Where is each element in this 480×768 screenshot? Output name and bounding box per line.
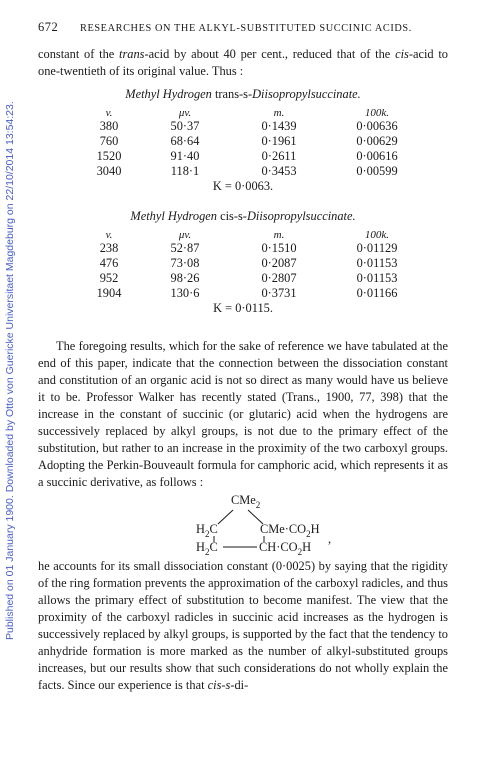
table-row <box>78 241 426 256</box>
page-header <box>38 20 448 35</box>
table-cell: 130·6 <box>170 286 200 300</box>
table2-cis-data <box>78 228 426 301</box>
table-cell: 0·01129 <box>356 241 398 255</box>
table1-trans-data <box>78 106 426 179</box>
formula-right-bottom: $CH\cdot CO_2H$ <box>259 540 312 557</box>
formula-top-group: CMe$_2$ <box>231 493 261 510</box>
download-watermark <box>2 0 20 768</box>
table-cell: 0·00636 <box>356 119 398 133</box>
table1-col-100k: 100k. <box>364 106 390 119</box>
table2-header-row <box>78 228 426 241</box>
camphoric-acid-formula <box>38 493 448 557</box>
table-cell: 1520 <box>96 149 122 163</box>
table-cell: 380 <box>99 119 119 133</box>
table2-k-value: K = 0·0115. <box>213 301 273 315</box>
table-cell: 0·00616 <box>356 149 398 163</box>
journal-page <box>38 20 448 694</box>
table-cell: 0·2087 <box>261 256 297 270</box>
table1-col-m: m. <box>273 106 285 119</box>
table-cell: 0·3731 <box>261 286 297 300</box>
table2-col-v: v. <box>105 228 113 241</box>
table-cell: 0·1439 <box>261 119 297 133</box>
table-cell: 68·64 <box>170 134 200 148</box>
table2-caption-part1: Methyl Hydrogen <box>130 209 221 223</box>
table-cell: 98·26 <box>170 271 200 285</box>
table-cell: 0·01153 <box>356 256 398 270</box>
table-cell: 0·3453 <box>261 164 297 178</box>
intro-paragraph <box>38 46 448 80</box>
body-paragraph-1: The foregoing results, which for the sake of reference we have tabulated at the end of this paper, indicate that the connection between the dissociation constant and constitution of an organic acid is not so direct as many would have us believe it to be. Professor Walker has recently stated (Trans., 1900, 77, 398) that the increase in the constant of succinic (or glutaric) acid when the hydrogens are successively replaced by alkyl groups, is not due to the primary effect of the substitution, but rather to an increase in the proximity of the two carboxyl groups. Adopting the Perkin-Bouveault formula for camphoric acid, which represents it as a succinic derivative, as follows : <box>38 339 448 489</box>
table-cell: 952 <box>99 271 119 285</box>
page-number: 672 <box>38 20 59 34</box>
table-cell: 0·1510 <box>261 241 297 255</box>
intro-text-3: -acid to one-twentieth of its original value. Thus : <box>38 47 449 78</box>
table-cell: 50·37 <box>170 119 200 133</box>
table-cell: 1904 <box>96 286 122 300</box>
table-cell: 0·01153 <box>356 271 398 285</box>
table2-col-100k: 100k. <box>364 228 390 241</box>
table-cell: 3040 <box>96 164 122 178</box>
formula-left-top: $H_2C$ <box>196 522 218 539</box>
table-cell: 73·08 <box>170 256 200 270</box>
intro-italic-trans: trans <box>119 47 145 61</box>
table2-col-m: m. <box>273 228 285 241</box>
table-row <box>78 286 426 301</box>
table1-caption <box>38 86 448 103</box>
table-cell: 0·2807 <box>261 271 297 285</box>
table1-col-mu: μv. <box>178 106 192 119</box>
table2-caption <box>38 208 448 225</box>
table1-caption-part1: Methyl Hydrogen <box>125 87 215 101</box>
table1-col-v: v. <box>105 106 113 119</box>
body-paragraph-2-italic: cis-s- <box>207 678 235 692</box>
table-row <box>78 119 426 134</box>
download-watermark-text: Published on 01 January 1900. Downloaded by Otto von Guericke Universitaet Magdeburg on 22/10/2014 13:54:23. <box>4 101 16 640</box>
intro-italic-cis: cis <box>395 47 409 61</box>
table1-k-value: K = 0·0063. <box>212 179 274 193</box>
table-cell: 476 <box>99 256 119 270</box>
table-row <box>78 134 426 149</box>
table-cell: 118·1 <box>170 164 200 178</box>
formula-left-bottom: $H_2C$ <box>196 540 218 557</box>
table-row <box>78 149 426 164</box>
body-paragraph-2 <box>38 558 448 694</box>
body-paragraph-2-text: he accounts for its small dissociation constant (0·0025) by saying that the rigidity of the ring formation prevents the approximation of the carboxyl radicles, and thus allows the primary effect of substitution to become manifest. The view that the proximity of the carboxyl radicles in succinic acid increases as the hydrogen is successively replaced by alkyl groups, is supported by the fact that the tendency to anhydride formation is more marked as the number of alkyl-substituted groups increases, but our results show that such considerations do not wholly explain the facts. Since our experience is that <box>38 559 448 692</box>
formula-trailing-comma: , <box>328 532 332 546</box>
table-cell: 238 <box>99 241 119 255</box>
table-cell: 52·87 <box>170 241 200 255</box>
table-cell: 0·00629 <box>356 134 398 148</box>
table-row <box>78 164 426 179</box>
table1-caption-part2: trans-s- <box>214 87 253 101</box>
table-row <box>78 271 426 286</box>
table2-caption-part2: cis-s- <box>220 209 247 223</box>
table2-col-mu: μv. <box>178 228 192 241</box>
intro-text-1: constant of the <box>38 47 120 61</box>
table1-header-row <box>78 106 426 119</box>
running-title: RESEARCHES ON THE ALKYL-SUBSTITUTED SUCCINIC ACIDS. <box>80 23 412 34</box>
table1-caption-part3: Diisopropylsuccinate. <box>252 87 361 101</box>
formula-right-top: $CMe\cdot CO_2H$ <box>260 522 320 539</box>
table2-caption-part3: Diisopropylsuccinate. <box>246 209 356 223</box>
table-cell: 0·1961 <box>261 134 297 148</box>
table-cell: 0·2611 <box>261 149 297 163</box>
table-cell: 91·40 <box>170 149 200 163</box>
body-paragraph-2-end: di- <box>234 678 249 692</box>
table-cell: 0·00599 <box>356 164 398 178</box>
formula-bond-left <box>218 510 233 524</box>
table-cell: 760 <box>99 134 119 148</box>
intro-text-2: -acid by about 40 per cent., reduced that of the <box>144 47 391 61</box>
table-cell: 0·01166 <box>356 286 398 300</box>
table-row <box>78 256 426 271</box>
